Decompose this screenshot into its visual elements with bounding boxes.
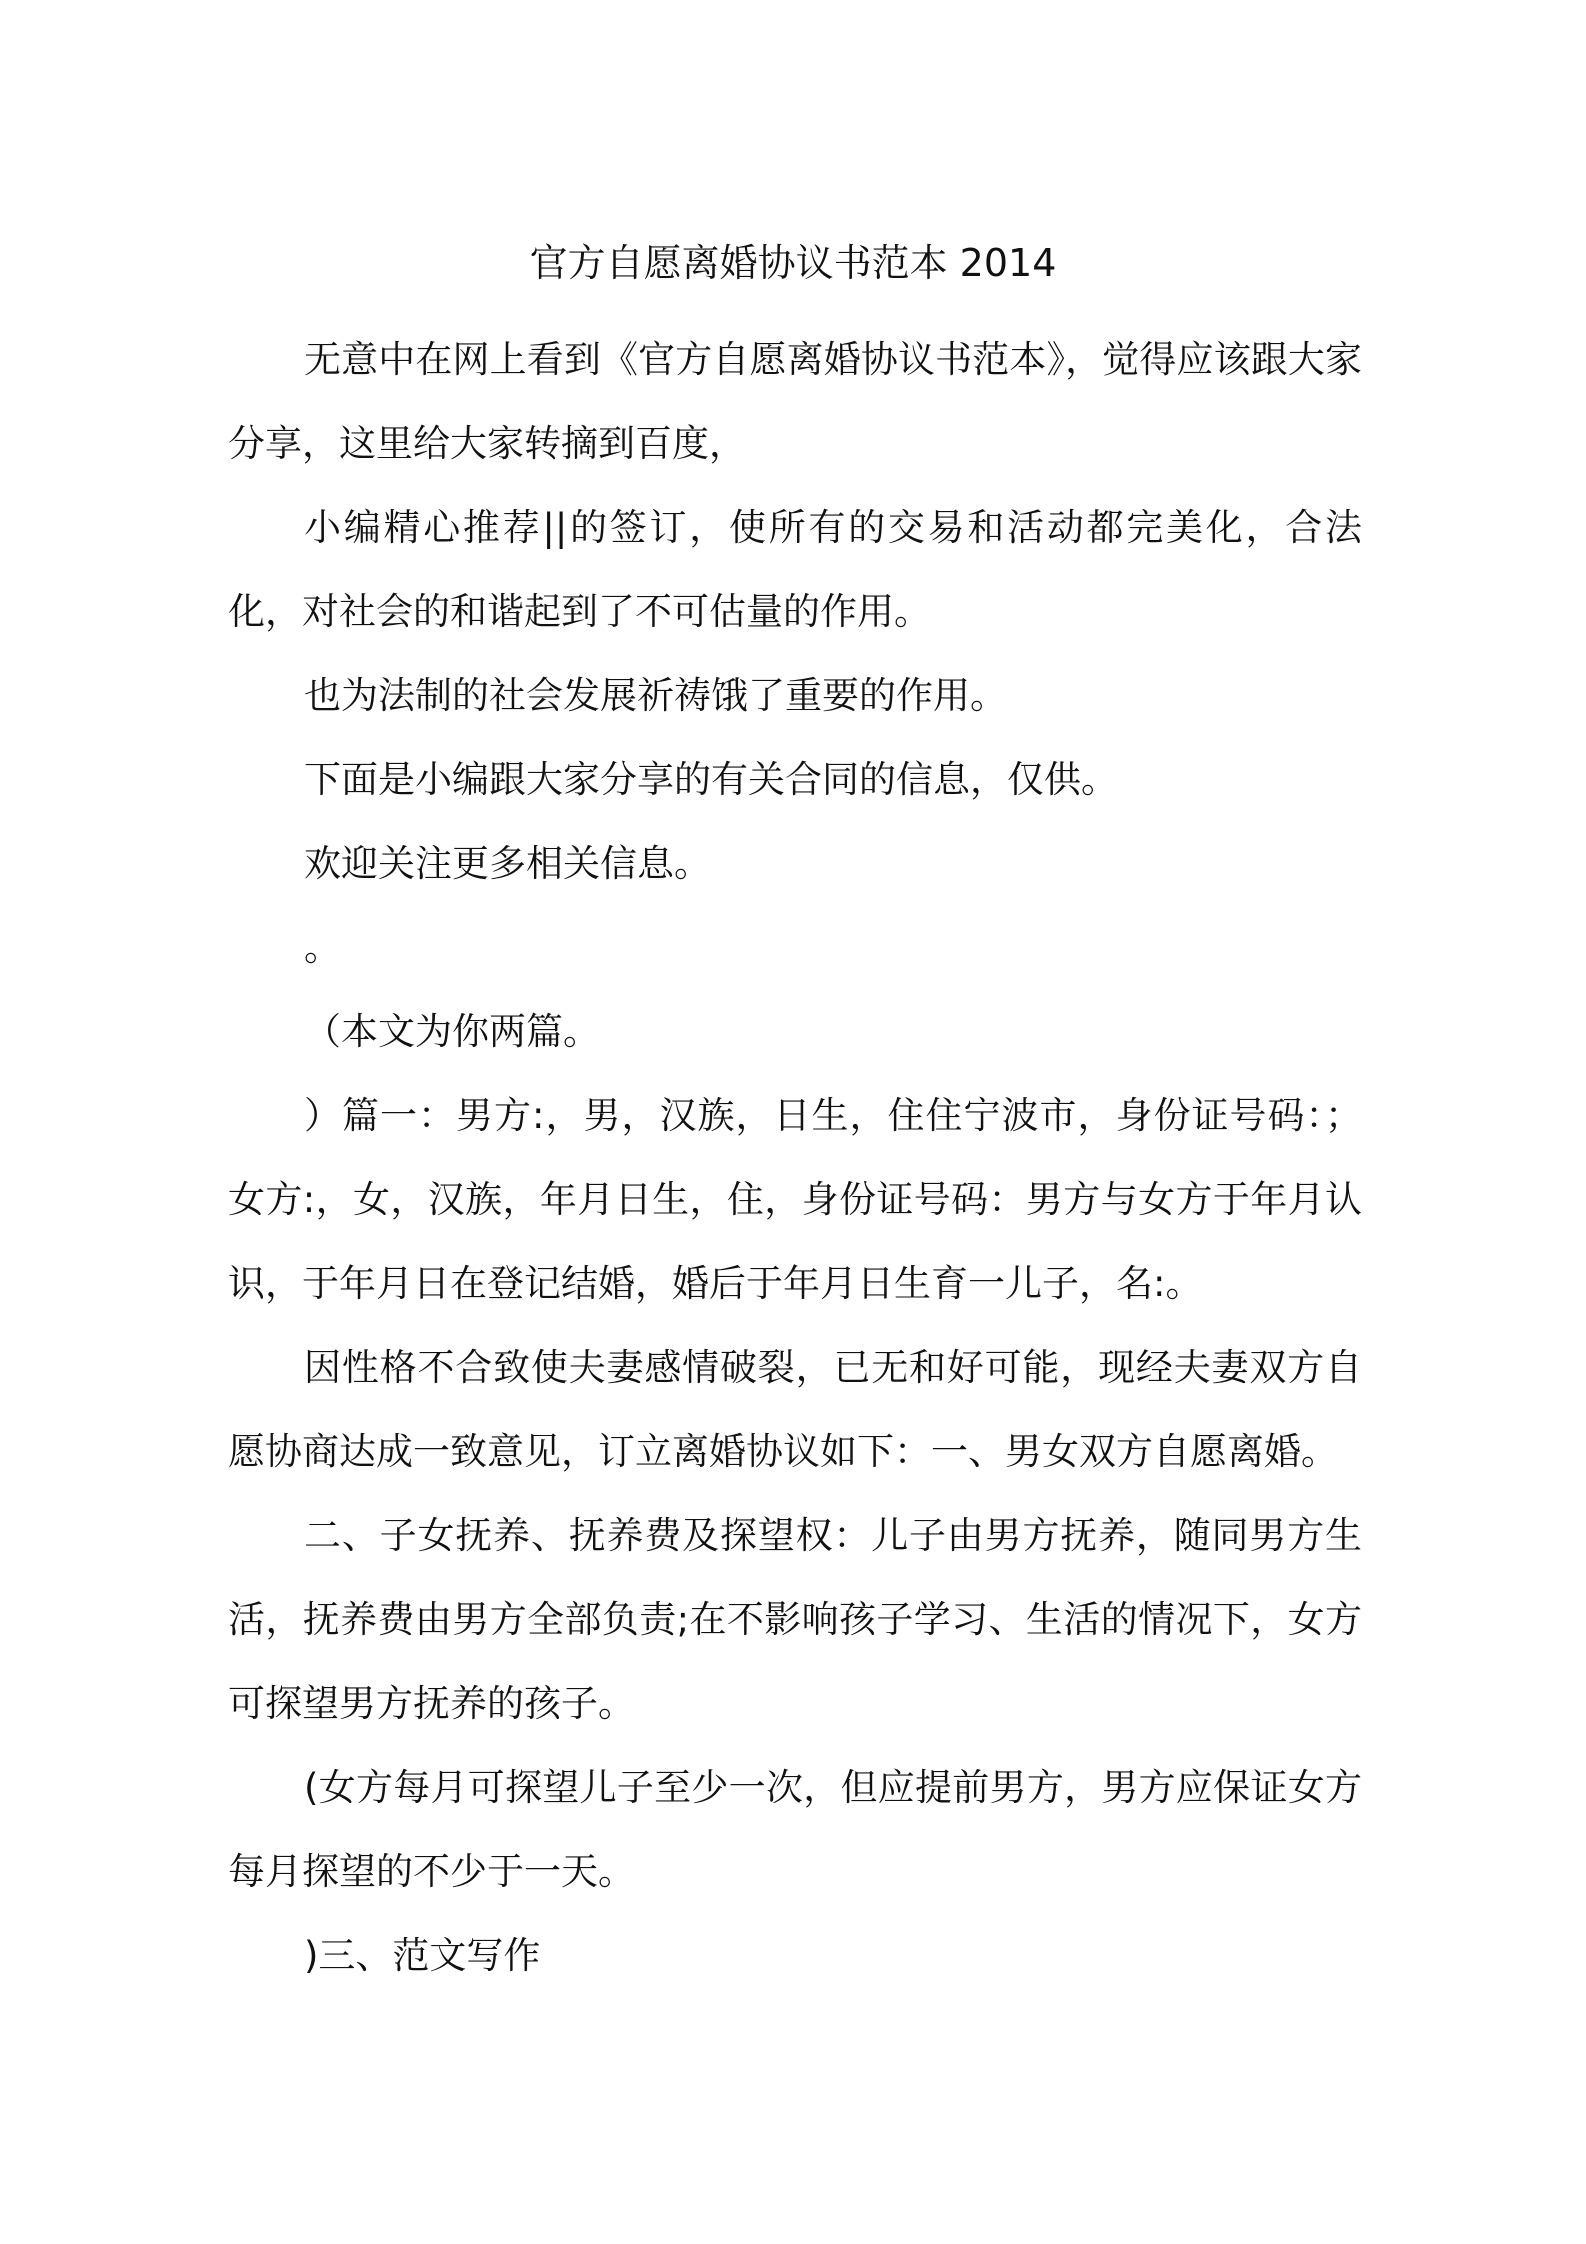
- paragraph-4: 下面是小编跟大家分享的有关合同的信息，仅供。: [304, 758, 1118, 801]
- paragraph-5: 欢迎关注更多相关信息。: [304, 842, 711, 885]
- paragraph-9: 因性格不合致使夫妻感情破裂，已无和好可能，现经夫妻双方自愿协商达成一致意见，订立离婚协议如下：一、男女双方自愿离婚。: [228, 1346, 1362, 1473]
- paragraph-3: 也为法制的社会发展祈祷饿了重要的作用。: [304, 674, 1007, 717]
- paragraph-6: 。: [304, 926, 341, 969]
- document-body: [228, 318, 1362, 1998]
- document-title: 官方自愿离婚协议书范本 2014: [529, 241, 1057, 285]
- paragraph-7: （本文为你两篇。: [304, 1010, 600, 1053]
- paragraph-10: 二、子女抚养、抚养费及探望权：儿子由男方抚养，随同男方生活，抚养费由男方全部负责;在不影响孩子学习、生活的情况下，女方可探望男方抚养的孩子。: [228, 1514, 1362, 1725]
- paragraph-2: 小编精心推荐||的签订，使所有的交易和活动都完美化，合法化，对社会的和谐起到了不可估量的作用。: [228, 506, 1362, 633]
- paragraph-1: 无意中在网上看到《官方自愿离婚协议书范本》，觉得应该跟大家分享，这里给大家转摘到百度，: [228, 338, 1362, 465]
- paragraph-11: (女方每月可探望儿子至少一次，但应提前男方，男方应保证女方每月探望的不少于一天。: [228, 1766, 1362, 1893]
- paragraph-12: )三、范文写作: [304, 1934, 541, 1977]
- paragraph-8: ）篇一：男方:，男，汉族，日生，住住宁波市，身份证号码：；女方:，女，汉族，年月日生，住，身份证号码：男方与女方于年月认识，于年月日在登记结婚，婚后于年月日生育一儿子，名:。: [228, 1094, 1362, 1305]
